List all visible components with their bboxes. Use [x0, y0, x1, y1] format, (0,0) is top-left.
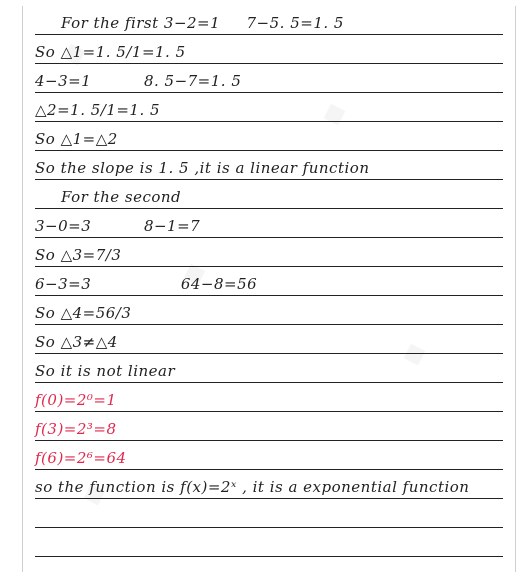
line-text: For the first 3−2=1 7−5. 5=1. 5 [61, 14, 344, 32]
line-text: So △3≠△4 [35, 333, 118, 351]
line-text: So the slope is 1. 5 ,it is a linear function [35, 159, 370, 177]
ruled-line [35, 64, 503, 93]
line-text: 3−0=3 8−1=7 [35, 217, 201, 235]
ruled-line [35, 470, 503, 499]
ruled-line [35, 296, 503, 325]
line-text: f(0)=2⁰=1 [35, 391, 117, 409]
ruled-line [35, 325, 503, 354]
ruled-line [35, 122, 503, 151]
line-text: So △3=7/3 [35, 246, 122, 264]
ruled-line [35, 93, 503, 122]
line-text: △2=1. 5/1=1. 5 [35, 101, 161, 119]
line-text: So it is not linear [35, 362, 176, 380]
line-text: For the second [61, 188, 182, 206]
ruled-line [35, 528, 503, 557]
line-text: So △1=△2 [35, 130, 118, 148]
line-text: f(6)=2⁶=64 [35, 449, 127, 467]
ruled-line [35, 238, 503, 267]
ruled-line [35, 6, 503, 35]
line-text: f(3)=2³=8 [35, 420, 117, 438]
ruled-line [35, 383, 503, 412]
notebook-page [22, 6, 516, 572]
line-text: 4−3=1 8. 5−7=1. 5 [35, 72, 242, 90]
line-text: so the function is f(x)=2ˣ , it is a exponential function [35, 478, 470, 496]
ruled-line [35, 354, 503, 383]
ruled-line [35, 267, 503, 296]
ruled-line [35, 209, 503, 238]
line-text: So △4=56/3 [35, 304, 132, 322]
ruled-line [35, 151, 503, 180]
ruled-line [35, 412, 503, 441]
line-text: So △1=1. 5/1=1. 5 [35, 43, 186, 61]
ruled-line [35, 441, 503, 470]
ruled-line [35, 499, 503, 528]
line-text: 6−3=3 64−8=56 [35, 275, 258, 293]
ruled-line [35, 180, 503, 209]
ruled-line [35, 35, 503, 64]
